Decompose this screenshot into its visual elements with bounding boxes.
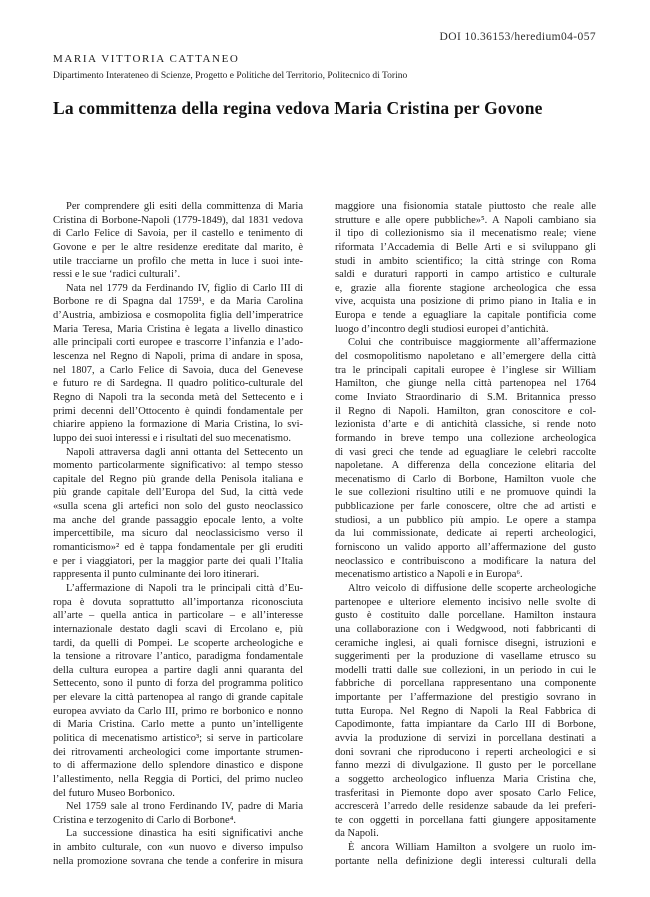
text-line: La successione dinastica ha esiti significativi anche (66, 828, 303, 840)
text-line: L’affermazione di Napoli tra le principali città d’Eu- (66, 582, 303, 594)
paragraph (53, 827, 303, 868)
body-column-left (53, 200, 303, 868)
text-line: e futuro re di Sardegna. Il quadro politico-culturale del (53, 378, 303, 390)
text-line: accrescerà l’arredo delle residenze sabaude da lei preferi- (335, 801, 596, 813)
text-line: suggerimenti per la produzione di vasellame etrusco su (335, 651, 596, 663)
paragraph (53, 446, 303, 582)
text-line: modelli tratti dalle sue collezioni, in un periodo in cui le (335, 664, 596, 676)
text-line: momento particolarmente significativo: al tempo stesso (53, 460, 303, 472)
text-line: all’arte – quella antica in particolare – e all’interesse (53, 610, 303, 622)
text-line: lezionista d’arte e di antichità classiche, si rende noto (335, 419, 596, 431)
text-line: nel 1807, a Carlo Felice di Savoia, duca del Genevese (53, 364, 303, 376)
text-line: del futuro Museo Borbonico. (53, 787, 175, 799)
author-name: MARIA VITTORIA CATTANEO (53, 53, 240, 65)
text-line: più grande capitale dell’Europa del Sud, la città vede (53, 487, 303, 499)
text-line: chiarire appieno la formazione di Maria Cristina, lo svi- (53, 419, 303, 431)
text-line: mecenatismo artistico a Napoli e in Europa⁶. (335, 569, 523, 581)
text-line: maggiore una fisionomia statale piuttosto che reale alle (335, 201, 596, 212)
text-line: saldi e duraturi rapporti in campo artistico e culturale (335, 269, 596, 281)
text-line: le sue collezioni risultino utili e ne promuove quindi la (335, 487, 596, 499)
text-line: tutta Europa. Nel Regno di Napoli la Real Fabbrica di (335, 705, 596, 717)
paragraph (53, 200, 303, 282)
text-line: e, grazie alla fiorente stagione archeologica che essa (335, 282, 596, 294)
text-line: ceramiche inglesi, ai quali fornisce disegni, istruzioni e (335, 637, 596, 649)
text-line: vive, acquista una posizione di primo piano in Italia e in (335, 296, 596, 308)
text-line: Maria Teresa, Maria Cristina è legata a livello dinastico (53, 323, 303, 335)
text-line: È ancora William Hamilton a svolgere un ruolo im- (348, 842, 596, 854)
text-line: di Carlo Felice di Savoia, per il castello e tenimento di (53, 228, 303, 240)
text-line: di vasi greci che tende ad eguagliare le celebri raccolte (335, 446, 596, 458)
text-line: lescenza nel Regno di Napoli, prima di andare in sposa, (53, 351, 303, 363)
text-line: a soggetto archeologico influenza Maria Cristina che, (335, 773, 596, 785)
body-column-right (335, 200, 596, 868)
text-line: avvia la produzione di servizi in porcellana destinati a (335, 732, 596, 744)
text-line: Europa e tende a eguagliare la capitale pontificia come (335, 310, 596, 322)
text-line: europea avviato da Carlo III, primo re borbonico e nonno (53, 705, 303, 717)
text-line: Capodimonte, fatta impiantare da Carlo III di Borbone, (335, 719, 596, 731)
text-line: come Inviato Straordinario di S.M. Britannica presso (335, 391, 596, 403)
text-line: fabbriche di porcellana rappresentano una componente (335, 678, 596, 690)
text-line: riformata l’Accademia di Belle Arti e si sviluppano gli (335, 241, 596, 253)
text-line: nella promozione sovrana che tende a conferire in misura (53, 855, 303, 867)
text-line: luppo dei suoi interessi e i risultati del suo mecenatismo. (53, 432, 291, 444)
text-line: Settecento, sono il punto di forza del programma politico (53, 678, 303, 690)
text-line: studiosi, a un pubblico più ampio. Le opere a stampa (335, 514, 596, 526)
text-line: alle principali corti europee e trascorre l’infanzia e l’ado- (53, 337, 303, 349)
text-line: per elevare la città partenopea al rango di grande capitale (53, 692, 303, 704)
text-line: d’Austria, ambiziosa e cosmopolita figlia dell’imperatrice (53, 310, 303, 322)
article-title: La committenza della regina vedova Maria Cristina per Govone (53, 98, 543, 118)
text-line: ma anche del grande passaggio epocale lento, a volte (53, 514, 303, 526)
text-line: Cristina di Borbone-Napoli (1779-1849), dal 1831 vedova (53, 214, 303, 226)
text-line: da Napoli. (335, 828, 379, 840)
text-line: Per comprendere gli esiti della committenza di Maria (66, 201, 303, 212)
text-line: il tipo di collezionismo sia il mecenatismo reale; viene (335, 228, 596, 240)
text-line: formando in breve tempo una collezione archeologica (335, 432, 596, 444)
text-line: tardi, da quelli di Pompei. Le scoperte archeologiche e (53, 637, 303, 649)
text-line: Napoli attraversa dagli anni ottanta del Settecento un (66, 446, 303, 458)
text-line: l’allestimento, nella Reggia di Portici, del primo nucleo (53, 773, 303, 785)
text-line: te con oggetti in porcellana fatti giungere appositamente (335, 814, 596, 826)
text-line: Hamilton, che giunge nella città partenopea nel 1764 (335, 378, 596, 390)
text-line: dei ritrovamenti archeologici come importante strumen- (53, 746, 303, 758)
text-line: ressi e le sue ‘radici culturali’. (53, 269, 181, 281)
text-line: Borbone re di Spagna dal 1759¹, e da Maria Carolina (53, 296, 303, 308)
text-line: importante per l’affermazione del prestigio sovrano in (335, 692, 596, 704)
text-line: pubblicazione per farle conoscere, oltre che ad artisti e (335, 501, 596, 513)
text-line: Colui che contribuisce maggiormente all’affermazione (348, 337, 596, 349)
text-line: trasferitasi in Piemonte dopo aver sposato Carlo Felice, (335, 787, 596, 799)
text-line: in ambito culturale, con «un nuovo e diverso impulso (53, 842, 303, 854)
paragraph (335, 582, 596, 841)
text-line: Cristina e terzogenito di Carlo di Borbone⁴. (53, 814, 236, 826)
text-line: doni sovrani che riproducono i reperti archeologici e si (335, 746, 596, 758)
text-line: romanticismo»² ed è tappa fondamentale per gli eruditi (53, 542, 303, 554)
text-line: strutture e alle opere pubbliche»⁵. A Napoli cambiano sia (335, 214, 596, 226)
text-line: ropa è dovuta soprattutto all’importanza riconosciuta (53, 596, 303, 608)
doi-label: DOI 10.36153/heredium04-057 (439, 31, 596, 43)
text-line: neoclassico e contribuiscono a modificare la natura del (335, 555, 596, 567)
text-line: impercettibile, ma sicuro dal neoclassicismo verso il (53, 528, 303, 540)
text-line: mecenatismo di Carlo di Borbone, Hamilton vuole che (335, 473, 596, 485)
text-line: gusto è costituito dalle porcellane. Hamilton instaura (335, 610, 596, 622)
text-line: tra le principali capitali europee è l’inglese sir William (335, 364, 596, 376)
text-line: e per i viaggiatori, per la maggior parte dei quali l’Italia (53, 555, 303, 567)
paragraph (335, 336, 596, 582)
paragraph (53, 282, 303, 446)
text-line: fanno mezzi di divulgazione. Il gusto per le porcellane (335, 760, 596, 772)
text-line: utile tracciarne un profilo che metta in luce i suoi inte- (53, 255, 303, 267)
text-line: politica di mecenatismo artistico³; si serve in particolare (53, 732, 303, 744)
text-line: to di affermazione dello splendore dinastico e dispone (53, 760, 303, 772)
text-line: studi in ambito scientifico; la città stringe con Roma (335, 255, 596, 267)
text-line: del cosmopolitismo napoletano e all’emergere della città (335, 351, 596, 363)
text-line: della cultura europea a partire dagli anni quaranta del (53, 664, 303, 676)
text-line: napoletane. A differenza della concezione elitaria del (335, 460, 596, 472)
text-line: rappresenta il punto culminante dei loro itinerari. (53, 569, 260, 581)
text-line: capitale del Regno più grande della Penisola italiana e (53, 473, 303, 485)
text-line: forniscono un valido apporto all’affermazione del gusto (335, 542, 596, 554)
text-line: Nel 1759 sale al trono Ferdinando IV, padre di Maria (66, 801, 303, 813)
text-line: Nata nel 1779 da Ferdinando IV, figlio di Carlo III di (66, 282, 303, 294)
text-line: il Regno di Napoli. Hamilton, gran conoscitore e col- (335, 405, 596, 417)
paragraph (335, 200, 596, 336)
text-line: primi decenni dell’Ottocento è quindi fondamentale per (53, 405, 303, 417)
author-affiliation: Dipartimento Interateneo di Scienze, Progetto e Politiche del Territorio, Politecnico di Torino (53, 71, 408, 81)
text-line: la tensione a ritrovare l’antico, paradigma fondamentale (53, 651, 303, 663)
paragraph (53, 800, 303, 827)
text-line: «sulla scena gli artefici non solo del gusto neoclassico (53, 501, 303, 513)
text-line: da lui commissionate, dedicate ai reperti archeologici, (335, 528, 596, 540)
paragraph (335, 841, 596, 868)
paragraph (53, 582, 303, 800)
text-line: partenopee e ulteriore elemento incisivo nelle svolte di (335, 596, 596, 608)
text-line: Govone e per le altre residenze ereditate dal marito, è (53, 241, 303, 253)
text-line: portante nella definizione degli interessi culturali della (335, 855, 596, 867)
text-line: di Maria Cristina. Carlo mette a punto un’intelligente (53, 719, 303, 731)
text-line: luogo d’incontro degli studiosi europei d’antichità. (335, 323, 549, 335)
text-line: Altro veicolo di diffusione delle scoperte archeologiche (348, 582, 596, 594)
text-line: una collaborazione con i Wedgwood, noti fabbricanti di (335, 623, 596, 635)
text-line: internazionale destato dagli scavi di Ercolano e, più (53, 623, 303, 635)
text-line: Regno di Napoli tra la seconda metà del Settecento e i (53, 391, 303, 403)
